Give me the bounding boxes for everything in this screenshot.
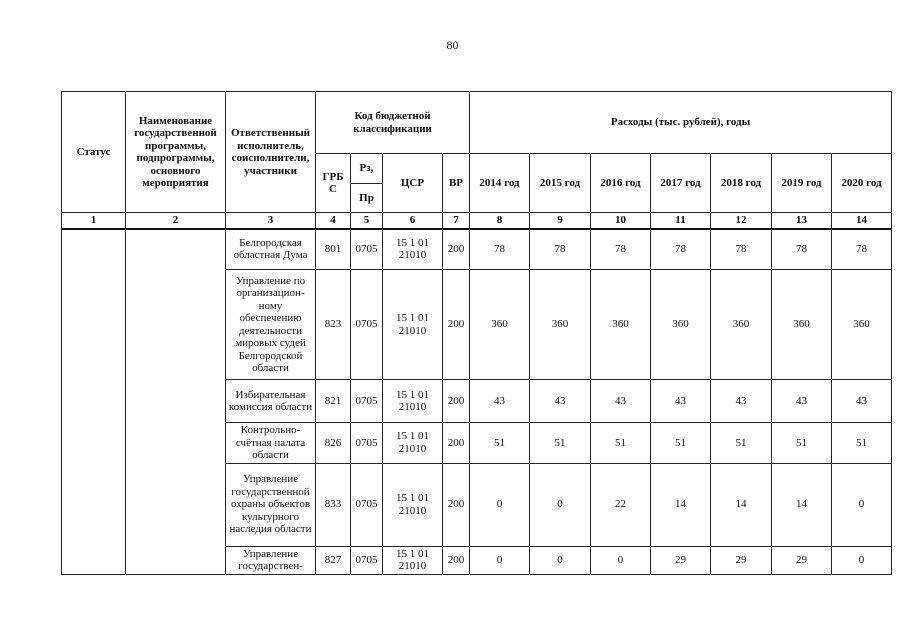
table-row bbox=[62, 229, 892, 270]
value-2016: 360 bbox=[591, 270, 651, 380]
value-2018: 51 bbox=[711, 423, 772, 464]
value-2015: 0 bbox=[530, 546, 591, 574]
value-2014: 51 bbox=[470, 423, 530, 464]
executor-cell: Управление государствен- bbox=[226, 546, 316, 574]
value-2020: 0 bbox=[832, 546, 892, 574]
column-number: 10 bbox=[591, 213, 651, 229]
header-budget-code: Код бюджетной классификации bbox=[316, 92, 470, 154]
value-2016: 0 bbox=[591, 546, 651, 574]
grbs-cell: 827 bbox=[316, 546, 351, 574]
value-2020: 43 bbox=[832, 380, 892, 423]
value-2017: 29 bbox=[651, 546, 711, 574]
header-name: Наименование государственной программы, подпрограммы, основного мероприятия bbox=[126, 92, 226, 213]
header-year-2014: 2014 год bbox=[470, 154, 530, 213]
csr-line2: 21010 bbox=[398, 560, 427, 572]
value-2018: 78 bbox=[711, 229, 772, 270]
value-2019: 360 bbox=[772, 270, 832, 380]
header-year-2019: 2019 год bbox=[772, 154, 832, 213]
value-2020: 360 bbox=[832, 270, 892, 380]
csr-line1: 15 1 01 bbox=[396, 312, 429, 324]
vr-cell: 200 bbox=[443, 270, 470, 380]
value-2019: 78 bbox=[772, 229, 832, 270]
value-2014: 78 bbox=[470, 229, 530, 270]
grbs-cell: 821 bbox=[316, 380, 351, 423]
rzpr-cell: 0705 bbox=[351, 463, 383, 546]
value-2017: 360 bbox=[651, 270, 711, 380]
value-2017: 43 bbox=[651, 380, 711, 423]
column-number: 1 bbox=[62, 213, 126, 229]
value-2019: 51 bbox=[772, 423, 832, 464]
value-2015: 51 bbox=[530, 423, 591, 464]
csr-cell bbox=[383, 229, 443, 270]
header-year-2015: 2015 год bbox=[530, 154, 591, 213]
vr-cell: 200 bbox=[443, 546, 470, 574]
rzpr-cell: 0705 bbox=[351, 229, 383, 270]
column-number: 4 bbox=[316, 213, 351, 229]
value-2019: 29 bbox=[772, 546, 832, 574]
header-year-2020: 2020 год bbox=[832, 154, 892, 213]
value-2014: 0 bbox=[470, 546, 530, 574]
column-number: 11 bbox=[651, 213, 711, 229]
value-2017: 78 bbox=[651, 229, 711, 270]
header-executor: Ответственный исполнитель, соисполнители, участники bbox=[226, 92, 316, 213]
status-cell bbox=[62, 229, 126, 575]
column-number: 6 bbox=[383, 213, 443, 229]
grbs-cell: 826 bbox=[316, 423, 351, 464]
executor-cell: Избирательная комиссия области bbox=[226, 380, 316, 423]
header-pr: Пр bbox=[351, 184, 383, 213]
column-number: 5 bbox=[351, 213, 383, 229]
header-status: Статус bbox=[62, 92, 126, 213]
csr-cell bbox=[383, 380, 443, 423]
vr-cell: 200 bbox=[443, 229, 470, 270]
value-2016: 43 bbox=[591, 380, 651, 423]
csr-cell bbox=[383, 463, 443, 546]
page-number: 80 bbox=[446, 38, 459, 52]
executor-cell: Управление по организацион-ному обеспечению деятельности мировых судей Белгородской области bbox=[226, 270, 316, 380]
header-grbs: ГРБ С bbox=[316, 154, 351, 213]
csr-line2: 21010 bbox=[398, 401, 427, 413]
value-2019: 43 bbox=[772, 380, 832, 423]
value-2020: 78 bbox=[832, 229, 892, 270]
header-vr: ВР bbox=[443, 154, 470, 213]
header-expenses: Расходы (тыс. рублей), годы bbox=[470, 92, 892, 154]
csr-line2: 21010 bbox=[398, 504, 427, 517]
csr-line1: 15 1 01 bbox=[396, 430, 429, 443]
csr-line2: 21010 bbox=[398, 324, 427, 337]
csr-cell bbox=[383, 423, 443, 464]
header-year-2016: 2016 год bbox=[591, 154, 651, 213]
value-2016: 51 bbox=[591, 423, 651, 464]
csr-line1: 15 1 01 bbox=[396, 388, 429, 401]
column-number: 13 bbox=[772, 213, 832, 229]
header-csr: ЦСР bbox=[383, 154, 443, 213]
rzpr-cell: 0705 bbox=[351, 546, 383, 574]
csr-cell bbox=[383, 270, 443, 380]
vr-cell: 200 bbox=[443, 423, 470, 464]
column-number: 9 bbox=[530, 213, 591, 229]
value-2015: 43 bbox=[530, 380, 591, 423]
value-2019: 14 bbox=[772, 463, 832, 546]
rzpr-cell: 0705 bbox=[351, 270, 383, 380]
value-2018: 29 bbox=[711, 546, 772, 574]
grbs-cell: 833 bbox=[316, 463, 351, 546]
executor-cell: Управление государственной охраны объектов культурного наследия области bbox=[226, 463, 316, 546]
name-cell bbox=[126, 229, 226, 575]
value-2015: 78 bbox=[530, 229, 591, 270]
grbs-cell: 801 bbox=[316, 229, 351, 270]
value-2020: 51 bbox=[832, 423, 892, 464]
value-2016: 22 bbox=[591, 463, 651, 546]
value-2014: 0 bbox=[470, 463, 530, 546]
rzpr-cell: 0705 bbox=[351, 423, 383, 464]
column-number: 8 bbox=[470, 213, 530, 229]
value-2018: 360 bbox=[711, 270, 772, 380]
budget-expenses-table bbox=[61, 91, 892, 575]
executor-cell: Контрольно-счётная палата области bbox=[226, 423, 316, 464]
value-2020: 0 bbox=[832, 463, 892, 546]
column-number: 7 bbox=[443, 213, 470, 229]
column-number: 3 bbox=[226, 213, 316, 229]
value-2016: 78 bbox=[591, 229, 651, 270]
csr-line1: 15 1 01 bbox=[396, 547, 429, 560]
csr-line2: 21010 bbox=[398, 442, 427, 455]
value-2014: 360 bbox=[470, 270, 530, 380]
column-number: 2 bbox=[126, 213, 226, 229]
value-2018: 14 bbox=[711, 463, 772, 546]
value-2015: 0 bbox=[530, 463, 591, 546]
rzpr-cell: 0705 bbox=[351, 380, 383, 423]
value-2015: 360 bbox=[530, 270, 591, 380]
header-year-2018: 2018 год bbox=[711, 154, 772, 213]
value-2014: 43 bbox=[470, 380, 530, 423]
value-2017: 14 bbox=[651, 463, 711, 546]
csr-line1: 15 1 01 bbox=[396, 492, 429, 504]
header-year-2017: 2017 год bbox=[651, 154, 711, 213]
column-number: 14 bbox=[832, 213, 892, 229]
column-number: 12 bbox=[711, 213, 772, 229]
value-2017: 51 bbox=[651, 423, 711, 464]
vr-cell: 200 bbox=[443, 463, 470, 546]
csr-line2: 21010 bbox=[398, 249, 427, 262]
vr-cell: 200 bbox=[443, 380, 470, 423]
header-rz: Рз, bbox=[351, 154, 383, 184]
csr-cell bbox=[383, 546, 443, 574]
value-2018: 43 bbox=[711, 380, 772, 423]
grbs-cell: 823 bbox=[316, 270, 351, 380]
executor-cell: Белгородская областная Дума bbox=[226, 229, 316, 270]
csr-line1: 15 1 01 bbox=[396, 236, 429, 249]
